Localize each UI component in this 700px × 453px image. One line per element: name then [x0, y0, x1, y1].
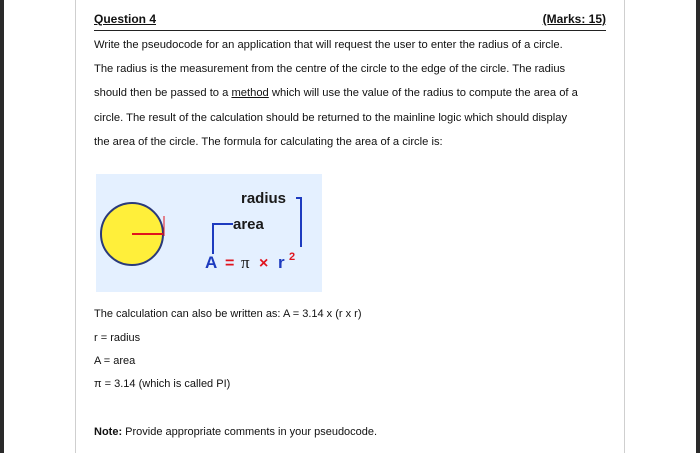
- question-title: Question 4: [94, 12, 157, 26]
- method-term: method: [231, 87, 269, 100]
- diagram-svg: [96, 174, 322, 292]
- body-line-2: The radius is the measurement from the centre of the circle to the edge of the circle. The radius: [94, 63, 566, 76]
- formula-equals: =: [225, 255, 235, 272]
- table-border-right: [624, 0, 625, 453]
- left-edge: [0, 0, 4, 453]
- radius-label: radius: [241, 190, 287, 207]
- area-bracket: [213, 224, 233, 254]
- question-header: [94, 10, 606, 31]
- question-marks: (Marks: 15): [542, 12, 606, 26]
- formula-exponent: 2: [289, 251, 296, 263]
- question-body: [94, 33, 610, 154]
- note-label: Note:: [94, 426, 123, 438]
- table-border-left: [75, 0, 76, 453]
- body-line-3-after: which will use the value of the radius to compute the area of a: [268, 87, 578, 100]
- circle-area-diagram: [96, 174, 322, 292]
- a-definition: A = area: [94, 355, 136, 367]
- formula-a: A: [205, 253, 218, 272]
- formula-times: ×: [259, 255, 269, 272]
- formula-r: r: [278, 253, 285, 272]
- body-line-4: circle. The result of the calculation should be returned to the mainline logic which should display: [94, 111, 568, 124]
- body-line-3: [94, 81, 610, 105]
- r-definition: r = radius: [94, 332, 141, 344]
- note: [94, 426, 377, 438]
- calc-line: The calculation can also be written as: A = 3.14 x (r x r): [94, 308, 362, 320]
- right-edge: [696, 0, 700, 453]
- pi-definition: π = 3.14 (which is called PI): [94, 378, 231, 390]
- body-line-3-before: should then be passed to a: [94, 87, 232, 100]
- note-text: Provide appropriate comments in your pseudocode.: [122, 426, 378, 438]
- body-line-1: Write the pseudocode for an application that will request the user to enter the radius of a circle.: [94, 39, 563, 51]
- body-line-5: the area of the circle. The formula for calculating the area of a circle is:: [94, 135, 443, 148]
- area-label: area: [233, 216, 264, 233]
- formula-pi: π: [241, 253, 250, 272]
- radius-bracket: [296, 198, 301, 247]
